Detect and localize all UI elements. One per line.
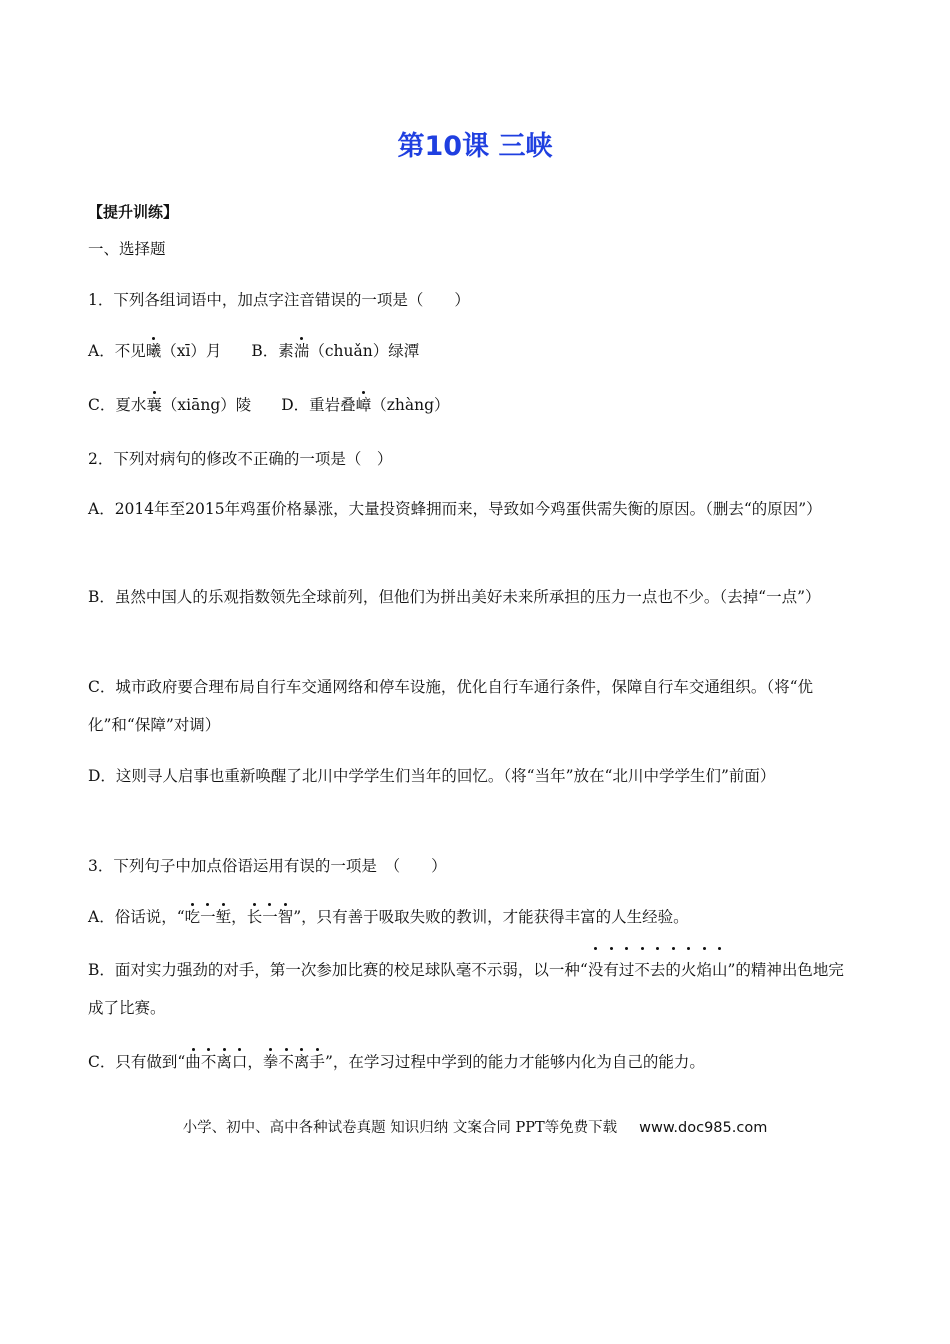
question-3-option-b [88,951,858,1027]
option-b-lead: B．面对实力强劲的对手，第一次参加比赛的校足球队毫不示弱，以一种“ [88,961,588,979]
dotted-char: 离 [293,1053,310,1071]
dotted-char: 山 [712,951,728,989]
dotted-char: 吃 [184,908,201,926]
dotted-char [588,961,728,979]
dotted-char [185,1053,247,1071]
dotted-char: 拳 [262,1053,279,1071]
page-title: 第10课 三峡 [397,131,553,162]
option-c-pinyin: （xiāng）陵 [161,396,252,414]
option-d-pinyin: （zhàng） [371,396,450,414]
separator: ， [247,1053,263,1071]
dotted-char [247,908,294,926]
dotted-char [185,908,232,926]
question-1-stem: 1．下列各组词语中，加点字注音错误的一项是（ ） [88,291,470,309]
dotted-char: 焰 [696,951,712,989]
question-3-stem: 3．下列句子中加点俗语运用有误的一项是 （ ） [88,857,447,875]
dotted-char: 火 [681,951,697,989]
page-footer [0,1116,950,1137]
separator: ， [231,908,247,926]
question-1-options-ab [88,341,863,361]
dotted-char: 襄 [146,396,162,414]
dotted-char: 不 [200,1053,217,1071]
footer-text: 小学、初中、高中各种试卷真题 知识归纳 文案合同 PPT等免费下载 [182,1120,618,1136]
dotted-char: 堑 [215,908,232,926]
question-3-option-c [88,1052,863,1072]
dotted-char: 没 [588,951,604,989]
dotted-char: 嶂 [355,396,372,414]
question-2-option-b: B．虽然中国人的乐观指数领先全球前列，但他们为拼出美好未来所承担的压力一点也不少。（去掉“一点”） [88,588,821,606]
option-b-tail: ”的精神出色地完成了比赛。 [88,961,844,1017]
subsection-heading: 一、选择题 [88,240,166,258]
dotted-char: 不 [278,1053,294,1071]
dotted-char: 长 [246,908,263,926]
dotted-char: 一 [200,908,216,926]
dotted-char: 手 [309,1053,325,1071]
footer-url[interactable]: www.doc985.com [639,1120,768,1136]
question-2-stem: 2．下列对病句的修改不正确的一项是（ ） [88,450,393,468]
dotted-char: 的 [665,951,681,989]
question-2-option-c: C．城市政府要合理布局自行车交通网络和停车设施，优化自行车通行条件，保障自行车交通组织。（将“优化”和“保障”对调） [88,678,814,734]
dotted-char: 过 [619,951,635,989]
question-3-option-a [88,907,863,927]
option-b-text: B．素 [251,342,294,360]
option-c-text: C．夏水 [88,396,147,414]
dotted-char: 不 [634,951,650,989]
dotted-char [263,1053,325,1071]
option-c-tail: ”，在学习过程中学到的能力才能够内化为自己的能力。 [324,1053,705,1071]
dotted-char: 口 [231,1053,248,1071]
question-2-option-d: D．这则寻人启事也重新唤醒了北川中学学生们当年的回忆。（将“当年”放在“北川中学学生们”前面） [88,767,776,785]
question-2-option-a: A．2014年至2015年鸡蛋价格暴涨，大量投资蜂拥而来，导致如今鸡蛋供需失衡的原因。（删去“的原因”） [88,500,822,518]
option-a-text: A．不见 [88,342,146,360]
dotted-char: 智 [277,908,294,926]
option-c-lead: C．只有做到“ [88,1053,186,1071]
section-header: 【提升训练】 [88,203,179,221]
question-1-options-cd [88,395,863,415]
option-d-text: D．重岩叠 [281,396,356,414]
dotted-char: 曦 [145,342,162,360]
dotted-char: 离 [216,1053,232,1071]
option-b-pinyin: （chuǎn）绿潭 [309,342,420,360]
option-a-tail: ”，只有善于吸取失败的教训，才能获得丰富的人生经验。 [293,908,689,926]
dotted-char: 有 [603,951,619,989]
dotted-char: 一 [262,908,278,926]
dotted-char: 湍 [293,342,310,360]
dotted-char: 曲 [185,1053,201,1071]
option-a-lead: A．俗话说，“ [88,908,185,926]
option-a-pinyin: （xī）月 [161,342,222,360]
dotted-char: 去 [650,951,666,989]
